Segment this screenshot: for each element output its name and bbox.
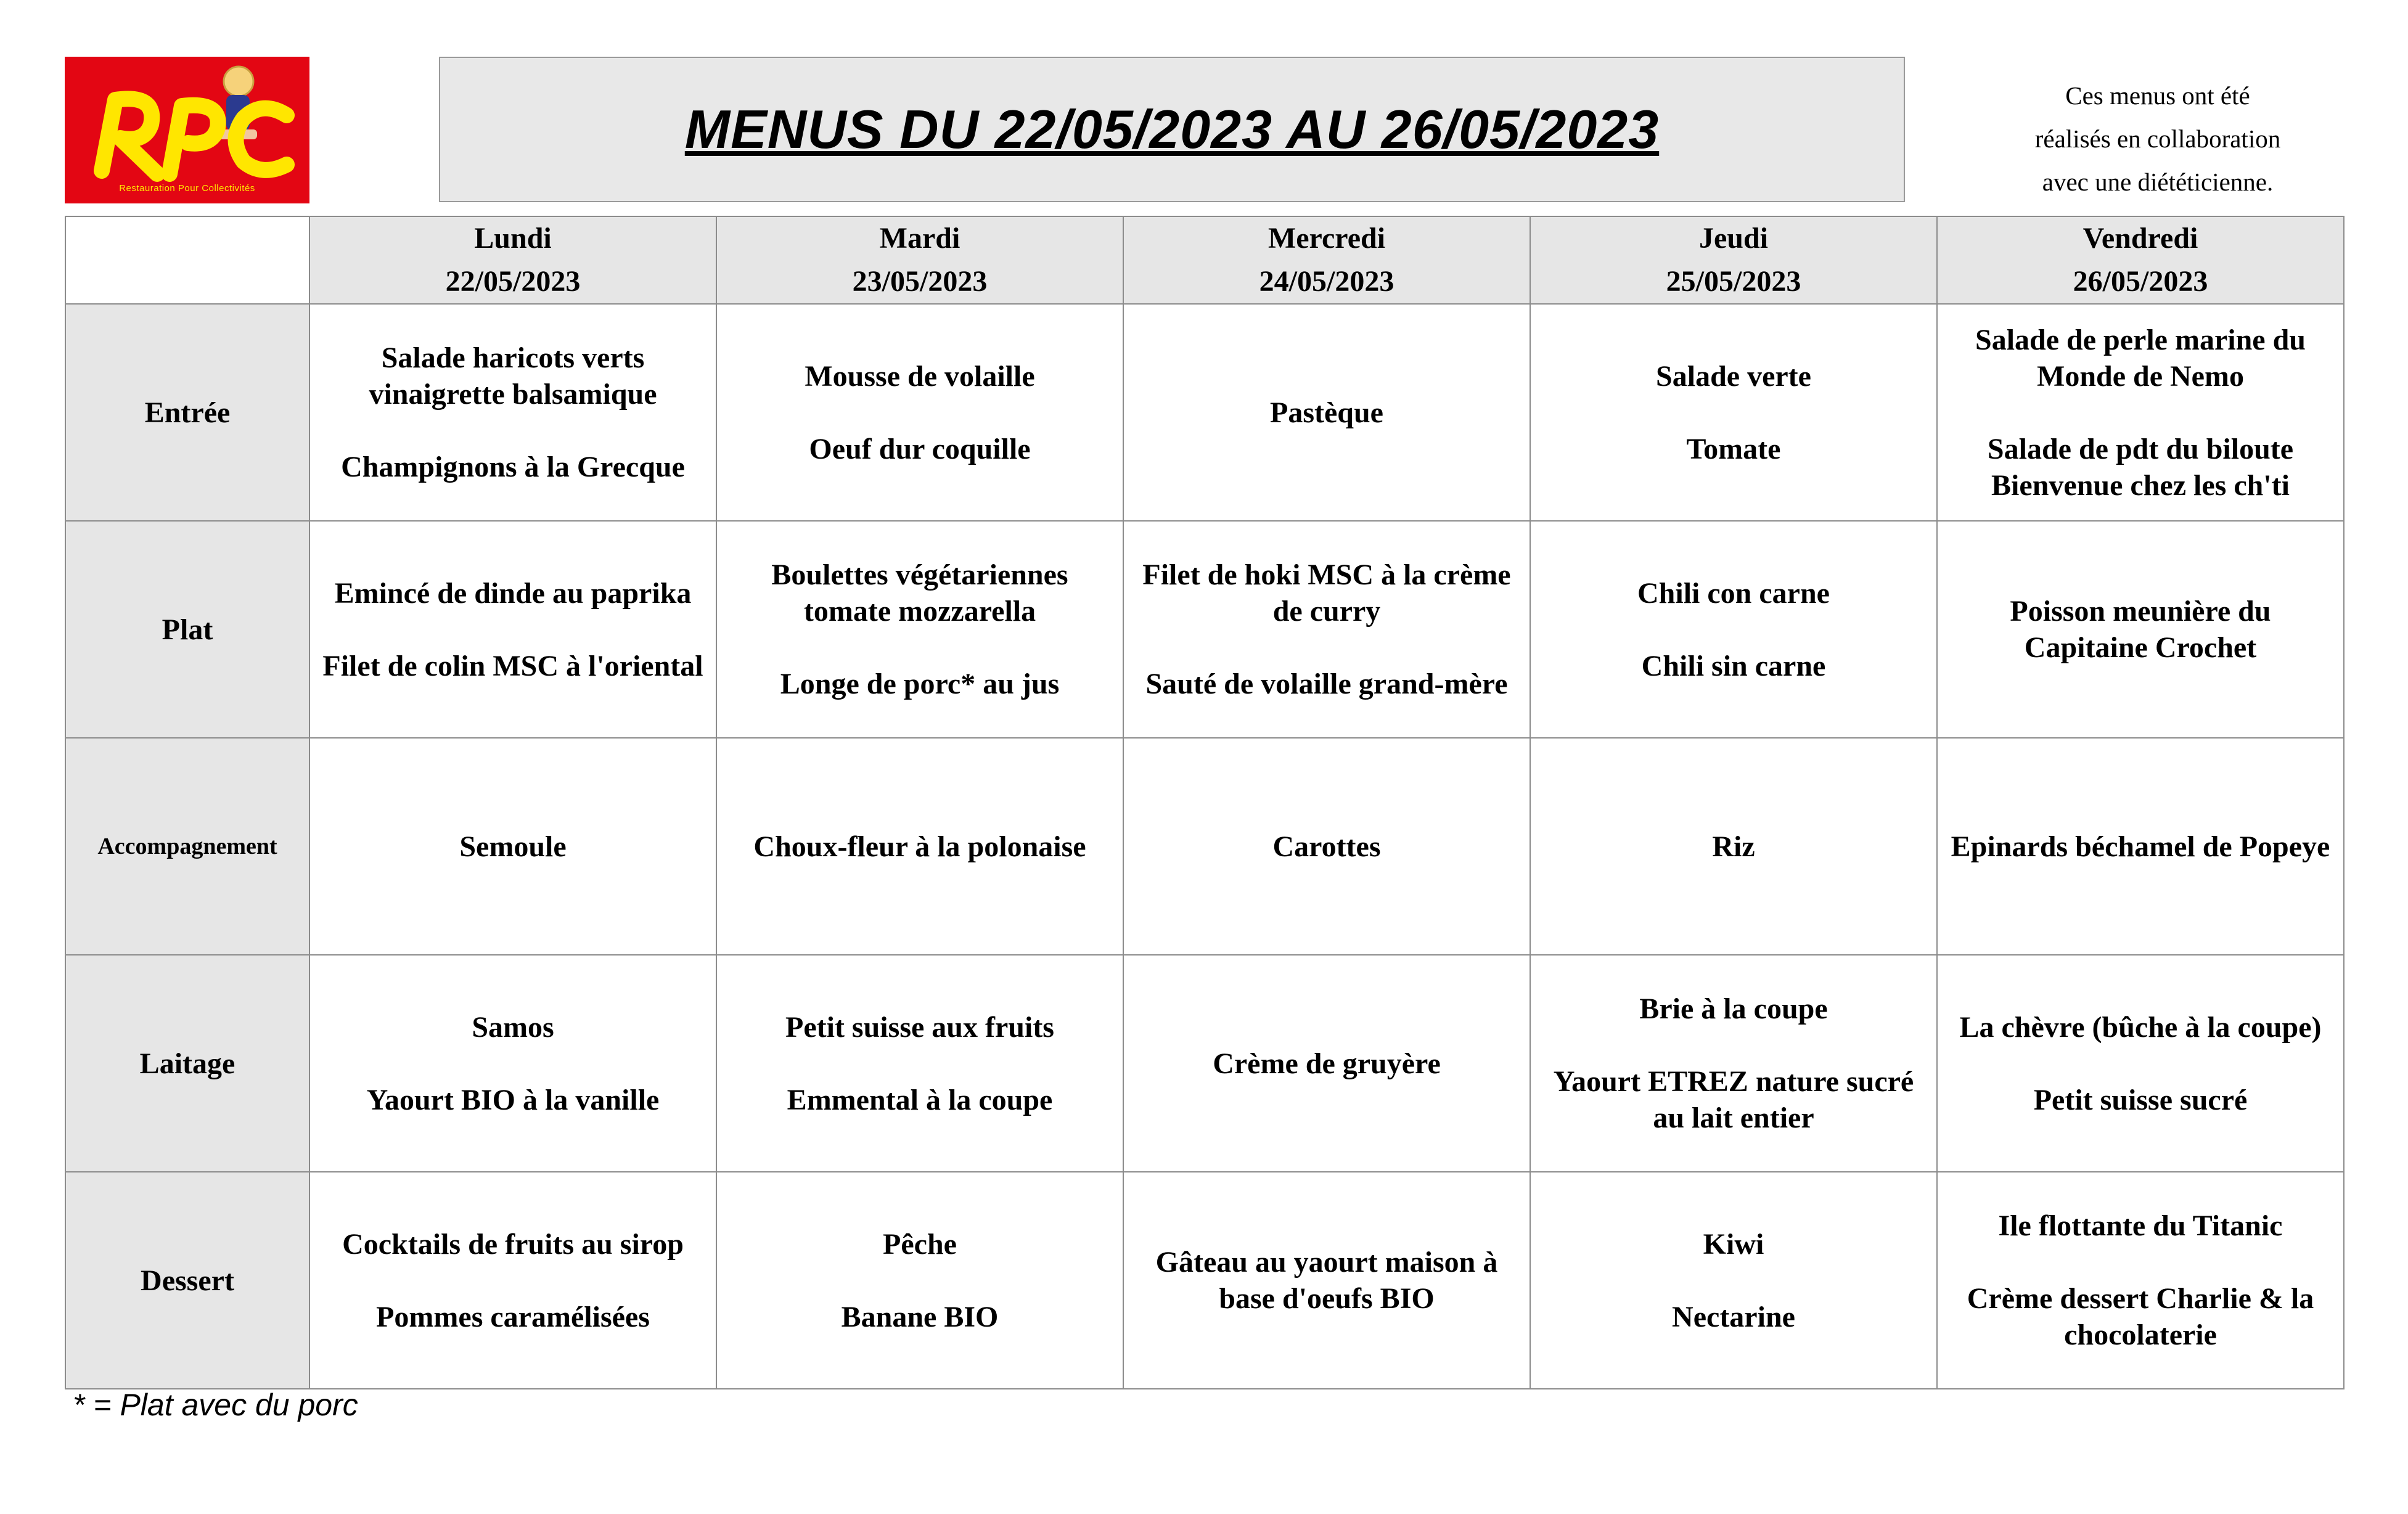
menu-cell [1530, 738, 1937, 955]
dish: Crème de gruyère [1213, 1047, 1441, 1080]
dish: Nectarine [1672, 1300, 1795, 1333]
dish: Ile flottante du Titanic [1998, 1209, 2283, 1242]
note-line: avec une diététicienne. [2042, 168, 2274, 196]
menu-cell [309, 304, 716, 521]
row-label: Dessert [65, 1172, 309, 1389]
dish: Yaourt ETREZ nature sucré au lait entier [1553, 1065, 1914, 1134]
day-header [1530, 216, 1937, 304]
dish: Gâteau au yaourt maison à base d'oeufs BIO [1155, 1246, 1498, 1315]
table-row [65, 521, 2344, 738]
dish: Semoule [459, 830, 567, 863]
dish: Chili con carne [1637, 576, 1830, 610]
day-header [716, 216, 1123, 304]
dish: Oeuf dur coquille [809, 432, 1031, 465]
menu-cell [1937, 521, 2344, 738]
day-date: 22/05/2023 [445, 265, 581, 298]
dietitian-note [1967, 74, 2349, 203]
logo-graphic [65, 57, 309, 203]
note-line: réalisés en collaboration [2034, 125, 2281, 153]
menu-cell [309, 955, 716, 1172]
header-row [65, 216, 2344, 304]
menu-table [65, 216, 2345, 1389]
dish: Samos [472, 1010, 554, 1044]
day-header [1123, 216, 1530, 304]
menu-cell [1123, 738, 1530, 955]
dish: Chili sin carne [1641, 649, 1826, 682]
dish: Riz [1712, 830, 1755, 863]
dish: Brie à la coupe [1639, 992, 1828, 1025]
dish: Kiwi [1703, 1227, 1764, 1261]
menu-cell [716, 955, 1123, 1172]
page-title: MENUS DU 22/05/2023 AU 26/05/2023 [684, 99, 1660, 160]
dish: Poisson meunière du Capitaine Crochet [2010, 595, 2271, 664]
menu-cell [1123, 1172, 1530, 1389]
day-name: Mardi [879, 222, 960, 255]
dish: Banane BIO [841, 1300, 999, 1333]
dish: La chèvre (bûche à la coupe) [1959, 1010, 2322, 1044]
dish: Emmental à la coupe [787, 1083, 1053, 1116]
table-row [65, 1172, 2344, 1389]
dish: Longe de porc* au jus [780, 668, 1060, 700]
dish: Filet de hoki MSC à la crème de curry [1142, 559, 1511, 628]
dish: Carottes [1272, 830, 1381, 863]
menu-cell [1937, 1172, 2344, 1389]
menu-cell [1937, 955, 2344, 1172]
dish: Boulettes végétariennes tomate mozzarella [771, 559, 1068, 628]
menu-cell [309, 521, 716, 738]
dish: Mousse de volaille [805, 359, 1035, 393]
dish: Crème dessert Charlie & la chocolaterie [1967, 1282, 2314, 1351]
menu-cell [1123, 521, 1530, 738]
dish: Sauté de volaille grand-mère [1145, 668, 1508, 700]
table-row [65, 738, 2344, 955]
day-name: Jeudi [1698, 222, 1769, 255]
dish: Choux-fleur à la polonaise [753, 830, 1086, 863]
dish: Yaourt BIO à la vanille [366, 1083, 660, 1116]
menu-cell [1937, 304, 2344, 521]
dish: Pommes caramélisées [376, 1300, 650, 1333]
day-header [309, 216, 716, 304]
dish: Emincé de dinde au paprika [334, 576, 692, 610]
table-row [65, 304, 2344, 521]
pork-footnote: * = Plat avec du porc [73, 1388, 358, 1422]
dish: Petit suisse aux fruits [785, 1010, 1054, 1044]
menu-cell [716, 738, 1123, 955]
menu-cell [309, 1172, 716, 1389]
day-name: Vendredi [2082, 222, 2198, 255]
day-date: 26/05/2023 [2073, 265, 2208, 298]
note-line: Ces menus ont été [2065, 81, 2250, 110]
dish: Tomate [1686, 432, 1781, 465]
company-logo [65, 57, 309, 203]
dish: Salade de perle marine du Monde de Nemo [1975, 323, 2306, 393]
corner-cell [65, 216, 309, 304]
menu-cell [716, 521, 1123, 738]
menu-cell [716, 1172, 1123, 1389]
row-label: Plat [65, 521, 309, 738]
day-header [1937, 216, 2344, 304]
menu-cell [309, 738, 716, 955]
day-name: Lundi [474, 222, 552, 255]
menu-cell [1123, 304, 1530, 521]
menu-cell [1530, 521, 1937, 738]
day-date: 23/05/2023 [852, 265, 988, 298]
table-row [65, 955, 2344, 1172]
dish: Pêche [883, 1227, 957, 1261]
dish: Petit suisse sucré [2033, 1083, 2248, 1116]
day-name: Mercredi [1267, 222, 1386, 255]
menu-cell [1530, 1172, 1937, 1389]
dish: Salade de pdt du biloute Bienvenue chez les ch'ti [1987, 432, 2294, 502]
dish: Filet de colin MSC à l'oriental [322, 649, 703, 682]
dish: Salade verte [1656, 359, 1811, 393]
dish: Champignons à la Grecque [341, 451, 685, 483]
dish: Salade haricots verts vinaigrette balsamique [369, 342, 657, 411]
title-banner [439, 57, 1905, 202]
row-label: Entrée [65, 304, 309, 521]
dish: Epinards béchamel de Popeye [1951, 830, 2330, 863]
menu-cell [1530, 304, 1937, 521]
logo-caption: Restauration Pour Collectivités [119, 183, 255, 194]
dish: Cocktails de fruits au sirop [342, 1227, 684, 1261]
dish: Pastèque [1270, 396, 1383, 429]
row-label: Laitage [65, 955, 309, 1172]
day-date: 25/05/2023 [1666, 265, 1801, 298]
menu-cell [1937, 738, 2344, 955]
menu-cell [1123, 955, 1530, 1172]
row-label: Accompagnement [65, 738, 309, 955]
menu-cell [1530, 955, 1937, 1172]
day-date: 24/05/2023 [1259, 265, 1394, 298]
menu-cell [716, 304, 1123, 521]
